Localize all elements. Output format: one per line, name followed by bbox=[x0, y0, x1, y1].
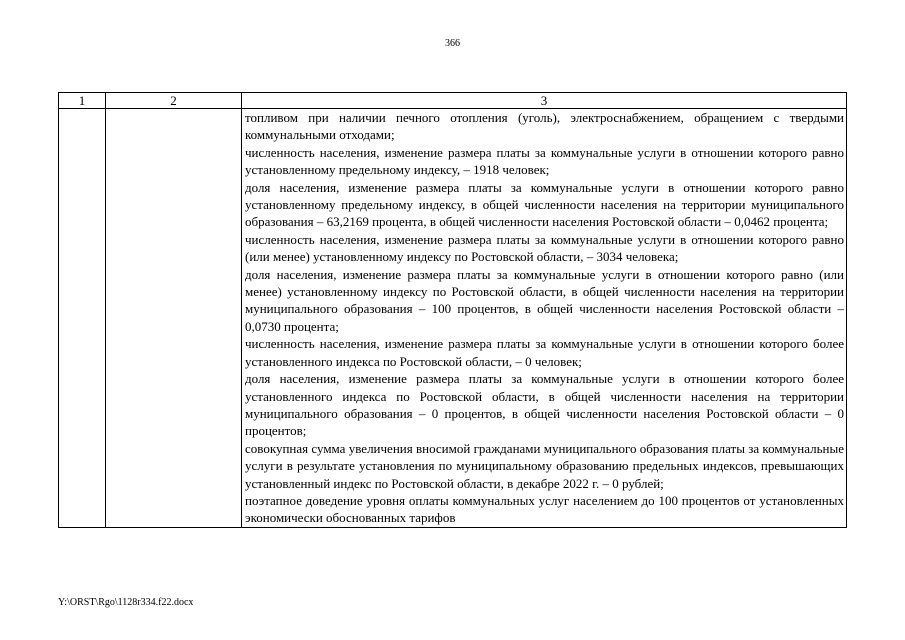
page-number: 366 bbox=[445, 38, 460, 49]
document-table bbox=[58, 92, 847, 528]
header-cell-3: 3 bbox=[242, 93, 847, 109]
paragraph-gradual-payment-level: поэтапное доведение уровня оплаты коммунальных услуг населением до 100 процентов от установленных экономически обоснованных тарифов bbox=[245, 492, 844, 526]
body-cell-col1 bbox=[59, 109, 106, 528]
table-body-row bbox=[59, 109, 847, 528]
header-cell-1: 1 bbox=[59, 93, 106, 109]
paragraph-share-equal-limit: доля населения, изменение размера платы за коммунальные услуги в отношении которого равно установленному предельному индексу, в общей численности населения на территории муниципального образования – 63,2169 процента, в общей численности населения Ростовской области – 0,0462 процента; bbox=[245, 179, 844, 230]
body-cell-col2 bbox=[106, 109, 242, 528]
paragraph-population-above-regional: численность населения, изменение размера платы за коммунальные услуги в отношении которого более установленного индекса по Ростовской области, – 0 человек; bbox=[245, 336, 844, 369]
paragraph-population-equal-or-less-regional: численность населения, изменение размера платы за коммунальные услуги в отношении которого равно (или менее) установленному индексу по Ростовской области, – 3034 человека; bbox=[245, 231, 844, 265]
paragraph-share-equal-or-less-regional: доля населения, изменение размера платы за коммунальные услуги в отношении которого равно (или менее) установленному индексу по Ростовской области, в общей численности населения на территории муниципального образования – 100 процентов, в общей численности населения Ростовской области – 0,0730 процента; bbox=[245, 266, 844, 334]
paragraph-total-increase-sum: совокупная сумма увеличения вносимой гражданами муниципального образования платы за коммунальные услуги в результате установления по муниципальному образованию предельных индексов, превышающих установленный индекс по Ростовской области, в декабре 2022 г. – 0 рублей; bbox=[245, 440, 844, 491]
paragraph-fuel-heating: топливом при наличии печного отопления (уголь), электроснабжением, обращением с твердыми коммунальными отходами; bbox=[245, 110, 844, 143]
table-header-row bbox=[59, 93, 847, 109]
paragraph-share-above-regional: доля населения, изменение размера платы за коммунальные услуги в отношении которого более установленного индекса по Ростовской области, в общей численности населения на территории муниципального образования – 0 процентов, в общей численности населения Ростовской области – 0 процентов; bbox=[245, 371, 844, 439]
header-cell-2: 2 bbox=[106, 93, 242, 109]
paragraph-population-equal-limit: численность населения, изменение размера платы за коммунальные услуги в отношении которого равно установленному предельному индексу, – 1918 человек; bbox=[245, 144, 844, 178]
body-cell-col3 bbox=[242, 109, 847, 528]
footer-file-path: Y:\ORST\Rgo\1128r334.f22.docx bbox=[58, 597, 194, 608]
